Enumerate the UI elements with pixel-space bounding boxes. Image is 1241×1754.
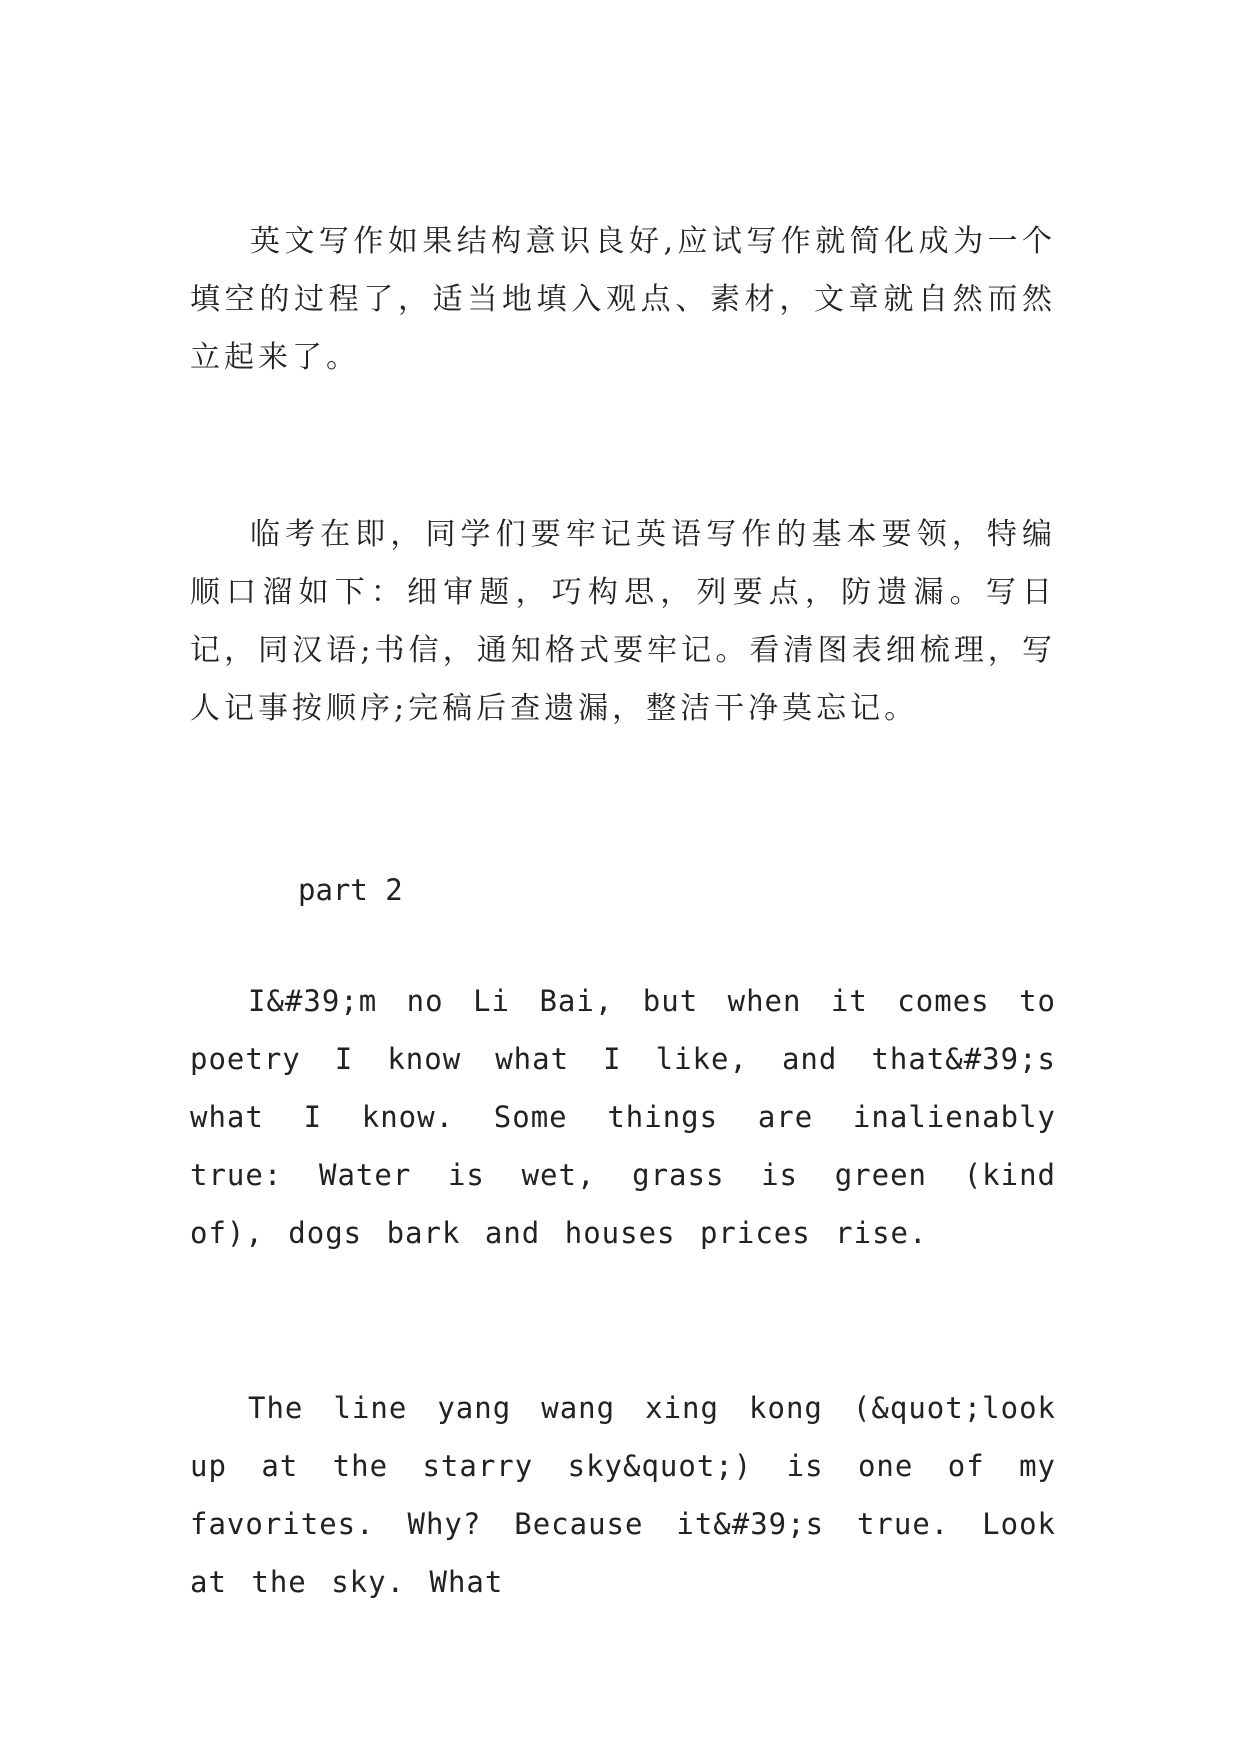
paragraph-writing-structure: 英文写作如果结构意识良好,应试写作就简化成为一个填空的过程了，适当地填入观点、素材，文章就自然而然立起来了。: [190, 224, 1056, 375]
paragraph-starry-sky: The line yang wang xing kong (&quot;look up at the starry sky&quot;) is one of my favorites. Why? Because it&#39;s true. Look at the sky. What: [190, 1391, 1056, 1599]
paragraph-writing-rhyme: 临考在即，同学们要牢记英语写作的基本要领，特编顺口溜如下：细审题，巧构思，列要点，防遗漏。写日记，同汉语;书信，通知格式要牢记。看清图表细梳理，写人记事按顺序;完稿后查遗漏，整洁干净莫忘记。: [190, 517, 1056, 726]
paragraph-poetry-intro: I&#39;m no Li Bai, but when it comes to poetry I know what I like, and that&#39;s what I know. Some things are inalienably true: Water is wet, grass is green (kind of), dogs bark and houses prices rise.: [190, 984, 1056, 1250]
section-heading: part 2: [298, 873, 403, 907]
